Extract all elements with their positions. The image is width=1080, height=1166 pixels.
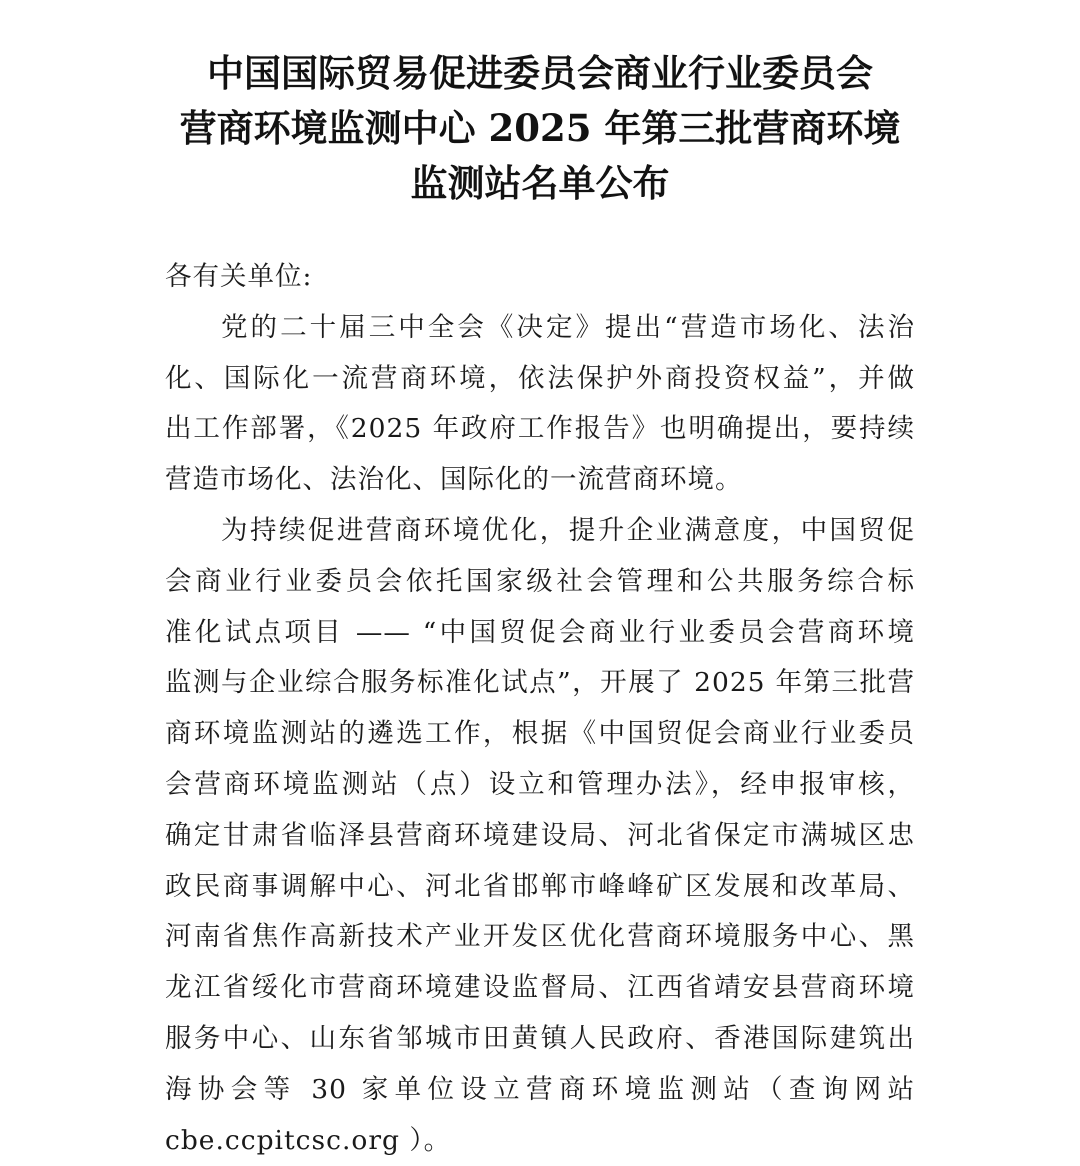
paragraph2-line: 龙江省绥化市营商环境建设监督局、江西省靖安县营商环境 xyxy=(165,972,915,1004)
paragraph2-line: 河南省焦作高新技术产业开发区优化营商环境服务中心、黑 xyxy=(165,921,915,953)
document-body xyxy=(165,252,915,1166)
paragraph1-line: 出工作部署，《2025 年政府工作报告》也明确提出，要持续 xyxy=(165,413,915,445)
paragraph2-line: 确定甘肃省临泽县营商环境建设局、河北省保定市满城区忠 xyxy=(165,819,915,851)
paragraph1-line: 营造市场化、法治化、国际化的一流营商环境。 xyxy=(165,464,743,496)
paragraph2-line: 海协会等 30 家单位设立营商环境监测站（查询网站 xyxy=(165,1073,915,1105)
paragraph2-line: 为持续促进营商环境优化，提升企业满意度，中国贸促 xyxy=(221,514,915,546)
document-title xyxy=(0,46,1080,211)
paragraph2-line: 政民商事调解中心、河北省邯郸市峰峰矿区发展和改革局、 xyxy=(165,870,915,902)
paragraph2-line: 会营商环境监测站（点）设立和管理办法》，经申报审核， xyxy=(165,768,915,800)
paragraph1-line: 化、国际化一流营商环境，依法保护外商投资权益”，并做 xyxy=(165,362,915,394)
paragraph2-line: 商环境监测站的遴选工作，根据《中国贸促会商业行业委员 xyxy=(165,718,915,750)
paragraph2-line: cbe.ccpitcsc.org ）。 xyxy=(165,1124,452,1156)
title-line-1: 中国国际贸易促进委员会商业行业委员会 xyxy=(207,51,873,95)
paragraph2-line: 监测与企业综合服务标准化试点”，开展了 2025 年第三批营 xyxy=(165,667,915,699)
title-line-3: 监测站名单公布 xyxy=(410,161,670,205)
paragraph1-line: 党的二十届三中全会《决定》提出“营造市场化、法治 xyxy=(221,311,915,343)
paragraph2-line: 服务中心、山东省邹城市田黄镇人民政府、香港国际建筑出 xyxy=(165,1022,915,1054)
salutation: 各有关单位: xyxy=(165,261,313,292)
paragraph2-line: 准化试点项目 —— “中国贸促会商业行业委员会营商环境 xyxy=(165,616,915,648)
paragraph2-line: 会商业行业委员会依托国家级社会管理和公共服务综合标 xyxy=(165,565,915,597)
title-line-2: 营商环境监测中心 2025 年第三批营商环境 xyxy=(179,106,901,150)
